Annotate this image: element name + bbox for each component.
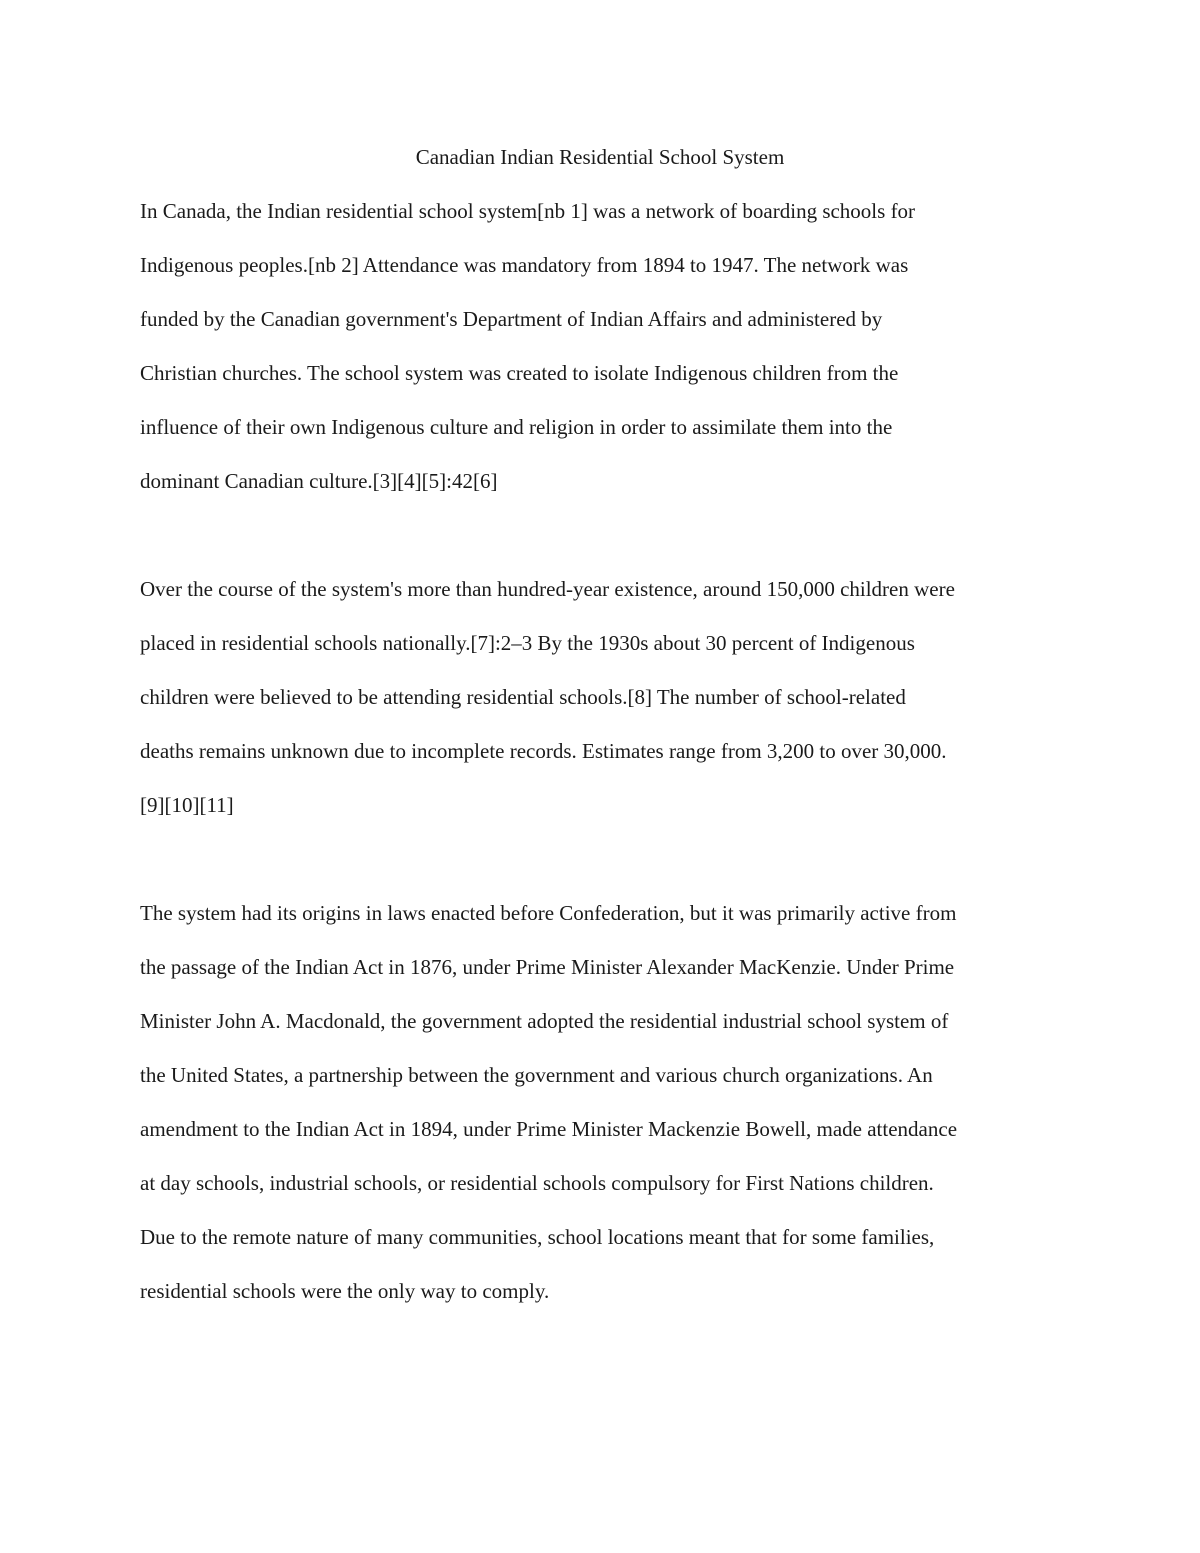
- paragraph-line: deaths remains unknown due to incomplete records. Estimates range from 3,200 to over 30,000.: [140, 739, 947, 763]
- paragraph-line: at day schools, industrial schools, or residential schools compulsory for First Nations children.: [140, 1171, 934, 1195]
- paragraph-line: Indigenous peoples.[nb 2] Attendance was mandatory from 1894 to 1947. The network was: [140, 253, 909, 277]
- paragraph-line: influence of their own Indigenous culture and religion in order to assimilate them into the: [140, 415, 893, 439]
- paragraph-line: Due to the remote nature of many communities, school locations meant that for some families,: [140, 1225, 935, 1249]
- paragraph-line: dominant Canadian culture.[3][4][5]:42[6]: [140, 469, 498, 493]
- paragraph-line: placed in residential schools nationally.[7]:2–3 By the 1930s about 30 percent of Indigenous: [140, 631, 915, 655]
- paragraph-line: In Canada, the Indian residential school system[nb 1] was a network of boarding schools for: [140, 199, 916, 223]
- paragraph-line: children were believed to be attending residential schools.[8] The number of school-related: [140, 685, 906, 709]
- paragraph-line: the passage of the Indian Act in 1876, under Prime Minister Alexander MacKenzie. Under Prime: [140, 955, 955, 979]
- paragraph-line: Over the course of the system's more than hundred-year existence, around 150,000 children were: [140, 577, 955, 601]
- paragraph-line: residential schools were the only way to comply.: [140, 1279, 550, 1303]
- paragraph-line: The system had its origins in laws enacted before Confederation, but it was primarily active from: [140, 901, 957, 925]
- document-title: Canadian Indian Residential School System: [415, 145, 785, 169]
- paragraph-line: Minister John A. Macdonald, the government adopted the residential industrial school system of: [140, 1009, 949, 1033]
- paragraph-line: funded by the Canadian government's Department of Indian Affairs and administered by: [140, 307, 883, 331]
- paragraph-line: [9][10][11]: [140, 793, 234, 817]
- paragraph-line: Christian churches. The school system was created to isolate Indigenous children from the: [140, 361, 899, 385]
- paragraph-line: amendment to the Indian Act in 1894, under Prime Minister Mackenzie Bowell, made attendance: [140, 1117, 958, 1141]
- paragraph-line: the United States, a partnership between the government and various church organizations. An: [140, 1063, 933, 1087]
